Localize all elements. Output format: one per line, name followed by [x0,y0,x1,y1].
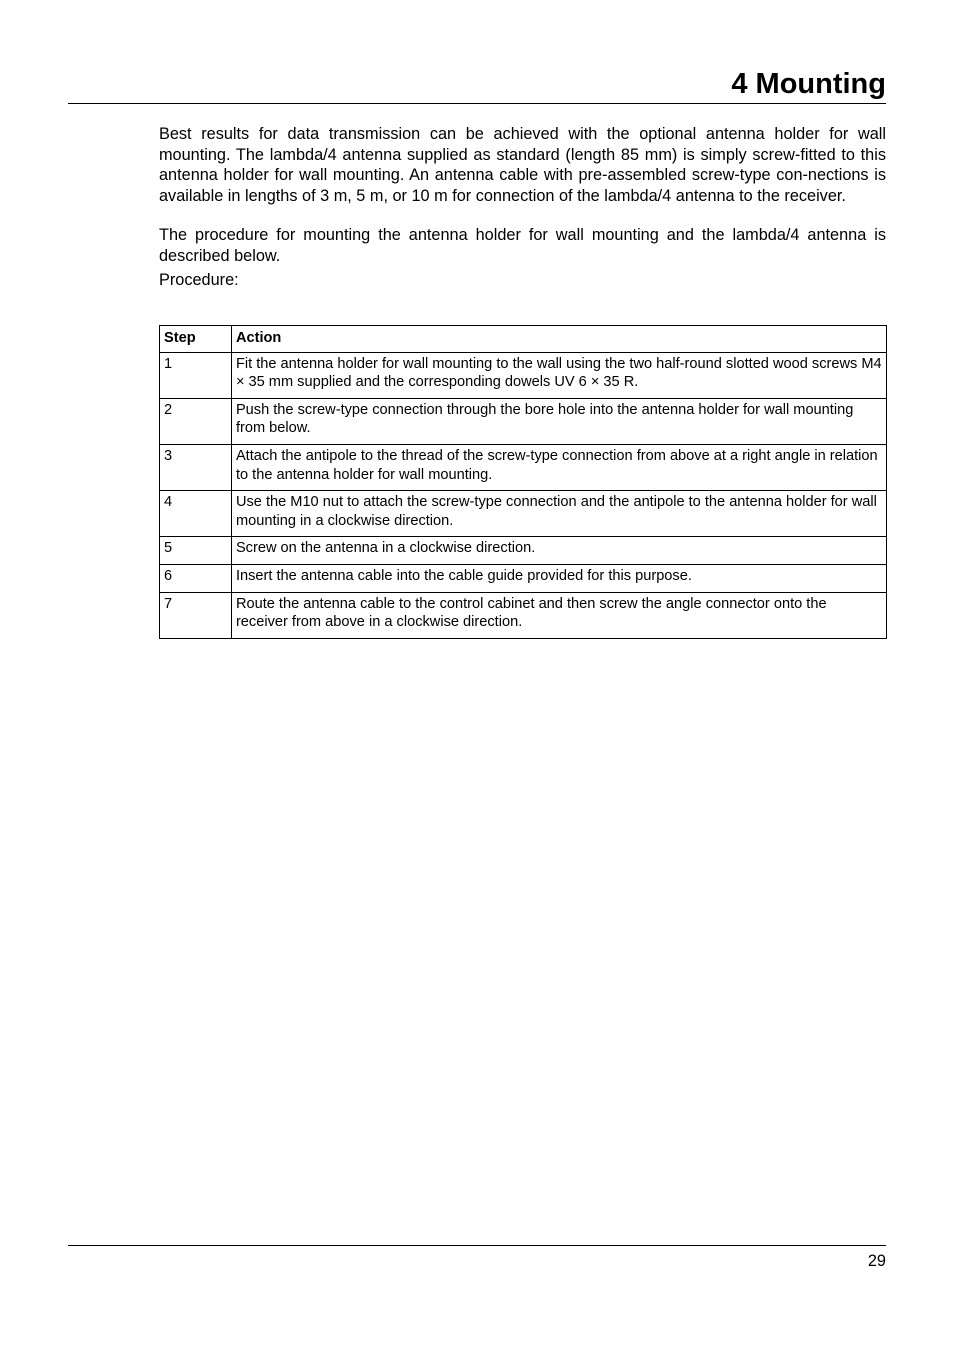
step-number: 5 [160,537,232,565]
step-number: 1 [160,352,232,398]
procedure-table [159,325,887,639]
intro-paragraph: Best results for data transmission can be achieved with the optional antenna holder for wall mounting. The lambda/4 antenna supplied as standard (length 85 mm) is simply screw-fitted to this antenna holder for wall mounting. An antenna cable with pre-assembled screw-type con-nections is available in lengths of 3 m, 5 m, or 10 m for connection of the lambda/4 antenna to the receiver. [159,125,886,205]
footer-divider [68,1245,886,1246]
body-content [159,124,886,290]
step-action: Attach the antipole to the thread of the screw-type connection from above at a right angle in relation to the antenna holder for wall mounting. [231,444,886,490]
procedure-intro-paragraph: The procedure for mounting the antenna holder for wall mounting and the lambda/4 antenna is described below. [159,226,886,265]
column-header-action: Action [231,326,886,353]
step-action: Insert the antenna cable into the cable guide provided for this purpose. [231,564,886,592]
step-action: Push the screw-type connection through the bore hole into the antenna holder for wall mounting from below. [231,398,886,444]
step-action: Screw on the antenna in a clockwise direction. [231,537,886,565]
step-number: 4 [160,491,232,537]
column-header-step: Step [160,326,232,353]
table-row [160,537,887,565]
page-number: 29 [867,1252,886,1270]
step-action: Fit the antenna holder for wall mounting to the wall using the two half-round slotted wood screws M4 × 35 mm supplied and the corresponding dowels UV 6 × 35 R. [231,352,886,398]
table-row [160,564,887,592]
procedure-label: Procedure: [159,270,239,289]
step-number: 6 [160,564,232,592]
step-number: 2 [160,398,232,444]
table-row [160,592,887,638]
table-header-row [160,326,887,353]
table-row [160,352,887,398]
step-action: Use the M10 nut to attach the screw-type connection and the antipole to the antenna holder for wall mounting in a clockwise direction. [231,491,886,537]
table-row [160,491,887,537]
step-number: 3 [160,444,232,490]
header-divider [68,103,886,104]
table-row [160,444,887,490]
step-action: Route the antenna cable to the control cabinet and then screw the angle connector onto the receiver from above in a clockwise direction. [231,592,886,638]
step-number: 7 [160,592,232,638]
table-row [160,398,887,444]
chapter-title: 4 Mounting [731,68,886,100]
